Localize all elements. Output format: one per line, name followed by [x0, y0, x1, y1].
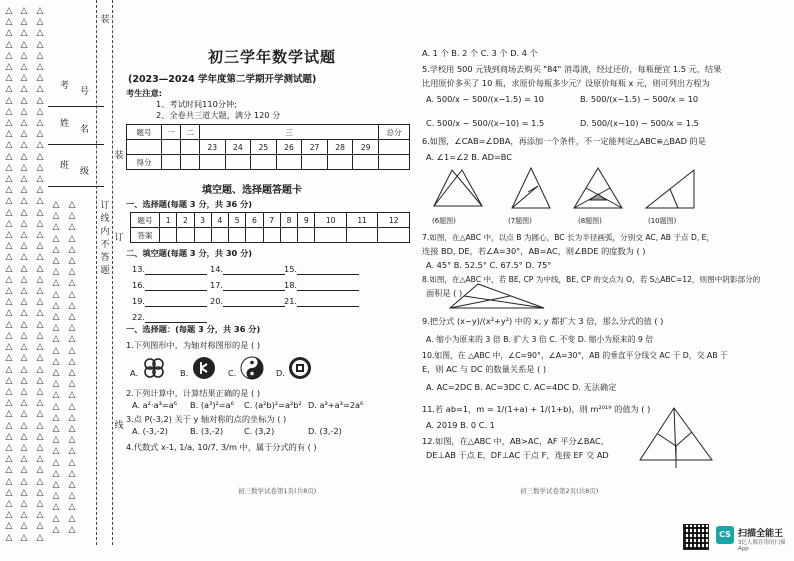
choice-number-1: 1 [160, 213, 177, 228]
q1-opt-a: A. [130, 368, 139, 378]
fill-item-16 [132, 280, 207, 291]
q5-opt-b: B. 500/(x−1.5) − 500/x = 10 [580, 94, 699, 104]
score-header-total: 总分 [379, 125, 410, 140]
score-cell[interactable] [251, 155, 277, 170]
choice-answer-cell-2[interactable] [177, 228, 194, 243]
choice-number-11: 11 [346, 213, 378, 228]
fill-item-14 [210, 264, 285, 275]
q9-opts: A. 缩小为原来的 3 倍 B. 扩大 3 倍 C. 不变 D. 缩小为原来的 9 倍 [426, 335, 654, 344]
q6-opts: A. ∠1=∠2 B. AD=BC [426, 152, 513, 162]
score-cell[interactable] [276, 155, 302, 170]
q7-text: 7.如图，在△ABC 中，以点 B 为圆心，BC 长为半径画弧，分别交 AC, AB 于点 D, E， [422, 233, 715, 242]
side-label-kao: 考 [60, 81, 70, 91]
triangle-column-1: △ △ △ △ △ △ △ △ △ △ △ △ △ △ △ △ △ △ △ △ △ △ △ △ △ △ △ △ △ △ △ △ △ △ △ △ △ △ △ △ △ △ △ △ △ △ △ △ [5, 6, 13, 543]
score-header-2: 二 [181, 125, 200, 140]
score-header-1: 一 [162, 125, 181, 140]
score-row-label: 得分 [127, 155, 162, 170]
footer-page-2: 初三数学试卷第2页(共8页) [520, 487, 599, 495]
figure-8-diagram [570, 164, 626, 212]
choice-number-4: 4 [211, 213, 228, 228]
q3-opt-d: D. (3,-2) [308, 426, 342, 436]
binding-line-1 [96, 0, 97, 545]
score-cell[interactable] [200, 155, 226, 170]
binding-zhuang-2: 装 [114, 151, 124, 161]
q1-figure-c-yinyang-icon [240, 356, 264, 380]
score-blank [162, 140, 181, 155]
fill-item-label: 21. [284, 296, 298, 306]
binding-xian: 线 [114, 421, 124, 431]
choice-number-7: 7 [263, 213, 280, 228]
triangle-column-5: △ △ △ △ △ △ △ △ △ △ △ △ △ △ △ △ △ △ △ △ △ △ △ △ △ △ △ △ △ △ [68, 200, 76, 535]
score-cell[interactable] [327, 155, 353, 170]
score-blank [181, 140, 200, 155]
fill-item-label: 15. [284, 264, 298, 274]
choice-answer-label: 答案 [131, 228, 160, 243]
side-label-xing: 姓 [60, 119, 70, 129]
figure-10-diagram [642, 164, 698, 212]
fill-item-label: 19. [132, 296, 146, 306]
q1-figure-d-coin-icon [288, 356, 312, 380]
side-label-ming: 名 [80, 125, 90, 135]
q2-text: 2.下列计算中，计算结果正确的是 ( ) [126, 388, 261, 398]
q11-text: 11.若 ab=1，m = 1/(1+a) + 1/(1+b)，则 m²⁰¹⁹ 的值为 ( ) [422, 404, 651, 414]
score-cell[interactable] [379, 155, 410, 170]
brand-subtitle: 3亿人都在用的扫描App [738, 540, 786, 552]
choice-number-2: 2 [177, 213, 194, 228]
choice-answer-cell-5[interactable] [229, 228, 246, 243]
fig7-caption: (7题图) [508, 217, 532, 225]
choice-q-title: 一、选择题：(每题 3 分，共 36 分) [126, 324, 261, 334]
fill-answer-blank[interactable] [223, 265, 285, 275]
fill-item-label: 17. [210, 280, 224, 290]
side-label-ji: 级 [80, 167, 90, 177]
q3-opt-a: A. (-3,-2) [132, 426, 168, 436]
q4-options: A. 1 个 B. 2 个 C. 3 个 D. 4 个 [422, 48, 538, 58]
q12-figure [636, 404, 716, 470]
figure-6-diagram [428, 164, 488, 212]
score-num: 28 [327, 140, 353, 155]
q8-figure [448, 282, 548, 310]
fill-section-title: 二、填空题(每题 3 分，共 30 分) [126, 248, 253, 258]
binding-zhuang: 装 [100, 15, 110, 25]
fill-item-22 [132, 312, 207, 323]
q2-opt-a: A. a²·a³=a⁶ [132, 400, 178, 410]
q3-opt-c: C. (3,2) [244, 426, 275, 436]
q12-text-2: DE⊥AB 于点 E，DF⊥AC 于点 F，连接 EF 交 AD [426, 450, 609, 460]
fill-item-19 [132, 296, 207, 307]
side-label-ban: 班 [60, 161, 70, 171]
score-num: 27 [302, 140, 328, 155]
side-label-hao: 号 [80, 87, 90, 97]
q2-opt-c: C. (a²b)²=a²b² [244, 400, 302, 410]
fill-item-13 [132, 264, 207, 275]
fill-item-label: 22. [132, 312, 146, 322]
q1-opt-b: B. [180, 368, 189, 378]
q5-opt-d: D. 500/(x−10) − 500/x = 1.5 [580, 118, 699, 128]
choice-number-5: 5 [229, 213, 246, 228]
q1-figure-a-icon [142, 356, 166, 380]
q1-figure-b-icon [192, 356, 216, 380]
choice-answer-cell-10[interactable] [315, 228, 347, 243]
q5-opt-a: A. 500/x − 500/(x−1.5) = 10 [426, 94, 544, 104]
score-header-3: 三 [200, 125, 379, 140]
score-cell[interactable] [225, 155, 251, 170]
choice-answer-cell-11[interactable] [346, 228, 378, 243]
q3-opt-b: B. (3,-2) [190, 426, 224, 436]
brand-name: 扫描全能王 [738, 529, 784, 539]
score-header-label: 题号 [127, 125, 162, 140]
score-blank [127, 140, 162, 155]
q1-text: 1.下列图形中，为轴对称图形的是 ( ) [126, 340, 261, 350]
q3-text: 3.点 P(-3,2) 关于 y 轴对称的点的坐标为 ( ) [126, 414, 287, 424]
camscanner-logo: CS [716, 526, 734, 544]
fill-answer-blank[interactable] [145, 313, 207, 323]
fill-answer-blank[interactable] [297, 297, 359, 307]
choice-answer-cell-12[interactable] [378, 228, 410, 243]
choice-header-label: 题号 [131, 213, 160, 228]
page-title: 初三学年数学试题 [208, 48, 337, 66]
choice-number-6: 6 [246, 213, 263, 228]
q2-opt-b: B. (a³)²=a⁶ [190, 400, 234, 410]
fill-item-label: 20. [210, 296, 224, 306]
fill-item-21 [284, 296, 359, 307]
q11-opts: A. 2019 B. 0 C. 1 [426, 420, 495, 430]
fill-answer-blank[interactable] [223, 297, 285, 307]
binding-line-2 [112, 0, 113, 545]
fill-answer-blank[interactable] [297, 265, 359, 275]
fill-item-15 [284, 264, 359, 275]
q4-text: 4.代数式 x-1, 1/a, 10/7, 3/m 中，属于分式的有 ( ) [126, 442, 317, 452]
q1-opt-d: D. [276, 368, 285, 378]
fill-answer-blank[interactable] [223, 281, 285, 291]
score-cell[interactable] [353, 155, 379, 170]
score-num: 24 [225, 140, 251, 155]
q8-text-2: 面积是 ( ) [426, 288, 463, 298]
score-blank [379, 140, 410, 155]
fill-answer-blank[interactable] [145, 297, 207, 307]
fig6-caption: (6题图) [432, 217, 456, 225]
fill-item-17 [210, 280, 285, 291]
score-num: 23 [200, 140, 226, 155]
choice-answer-cell-8[interactable] [280, 228, 297, 243]
q1-opt-c: C. [228, 368, 237, 378]
qr-code [683, 524, 709, 550]
choice-answer-table [130, 212, 410, 243]
fill-item-18 [284, 280, 359, 291]
note-2: 2、全卷共三道大题，满分 120 分 [156, 110, 281, 120]
choice-answer-cell-7[interactable] [263, 228, 280, 243]
fill-item-label: 16. [132, 280, 146, 290]
choice-answer-cell-4[interactable] [211, 228, 228, 243]
q10-text: 10.如图，在 △ABC 中，∠C=90°，∠A=30°，AB 的垂直平分线交 AC 于 D，交 AB 于 [422, 351, 728, 360]
binding-text: 订 线 内 不 答 题 [100, 201, 110, 276]
notes-label: 考生注意: [126, 88, 163, 98]
choice-number-12: 12 [378, 213, 410, 228]
triangle-column-4: △ △ △ △ △ △ △ △ △ △ △ △ △ △ △ △ △ △ △ △ △ △ △ △ △ △ △ △ △ △ [52, 200, 60, 535]
page-subtitle: (2023—2024 学年度第二学期开学测试题) [128, 74, 317, 85]
fill-answer-blank[interactable] [297, 281, 359, 291]
fill-item-label: 13. [132, 264, 146, 274]
choice-number-8: 8 [280, 213, 297, 228]
q5-opt-c: C. 500/x − 500/(x−10) = 1.5 [426, 118, 545, 128]
q12-text: 12.如图，在△ABC 中，AB>AC，AF 平分∠BAC， [422, 436, 609, 446]
fill-answer-blank[interactable] [145, 281, 207, 291]
choice-section-title: 一、选择题(每题 3 分，共 36 分) [126, 199, 253, 209]
score-num: 25 [251, 140, 277, 155]
choice-number-10: 10 [315, 213, 347, 228]
q10-text-2: E，则 AC 与 DC 的数量关系是 ( ) [422, 364, 547, 374]
choice-answer-cell-3[interactable] [194, 228, 211, 243]
choice-number-3: 3 [194, 213, 211, 228]
footer-page-1: 初三数学试卷第1页(共8页) [238, 487, 317, 495]
triangle-column-3: △ △ △ △ △ △ △ △ △ △ △ △ △ △ △ △ △ △ △ △ △ △ △ △ △ △ △ △ △ △ △ △ △ △ △ △ △ △ △ △ △ △ △ △ △ △ △ △ [36, 6, 44, 543]
q2-opt-d: D. a³+a³=2a⁶ [308, 400, 364, 410]
note-1: 1、考试时间110分钟; [156, 99, 237, 109]
q5-text-2: 比用原价多买了 10 瓶，求原价每瓶多少元？设原价每瓶 x 元，则可列出方程为 [422, 78, 710, 88]
choice-answer-cell-9[interactable] [298, 228, 315, 243]
q10-opts: A. AC=2DC B. AC=3DC C. AC=4DC D. 无法确定 [426, 382, 617, 392]
q7-opts: A. 45° B. 52.5° C. 67.5° D. 75° [426, 260, 552, 270]
score-table [126, 124, 410, 170]
q5-text: 5.学校用 500 元钱到商场去购买 "84" 消毒液，经过还价，每瓶便宜 1.5 元，结果 [422, 64, 722, 74]
fill-item-label: 14. [210, 264, 224, 274]
score-cell[interactable] [162, 155, 181, 170]
choice-number-9: 9 [298, 213, 315, 228]
choice-answer-cell-6[interactable] [246, 228, 263, 243]
choice-answer-cell-1[interactable] [160, 228, 177, 243]
fill-item-20 [210, 296, 285, 307]
q9-text: 9.把分式 (x−y)/(x²+y²) 中的 x, y 都扩大 3 倍，那么分式的值 ( ) [422, 316, 664, 326]
score-num: 26 [276, 140, 302, 155]
score-cell[interactable] [302, 155, 328, 170]
q6-text: 6.如图，∠CAB=∠DBA，再添加一个条件，不一定能判定△ABC≌△BAD 的是 [422, 136, 706, 146]
fill-answer-blank[interactable] [145, 265, 207, 275]
answer-card-title: 填空题、选择题答题卡 [202, 185, 302, 196]
figure-7-diagram [508, 164, 554, 212]
q8-text: 8.如图，在△ABC 中，若 BE, CP 为中线，BE, CP 的交点为 O，若 S△ABC=12，则图中阴影部分的 [422, 275, 761, 284]
score-cell[interactable] [181, 155, 200, 170]
q7-text-2: 连接 BD, DE，若∠A=30°，AB=AC，则∠BDE 的度数为 ( ) [422, 246, 646, 256]
fig8-caption: (8题图) [578, 217, 602, 225]
binding-ding: 订 [114, 233, 124, 243]
score-num: 29 [353, 140, 379, 155]
fig10-caption: (10题图) [648, 217, 677, 225]
fill-item-label: 18. [284, 280, 298, 290]
triangle-column-2: △ △ △ △ △ △ △ △ △ △ △ △ △ △ △ △ △ △ △ △ △ △ △ △ △ △ △ △ △ △ △ △ △ △ △ △ △ △ △ △ △ △ △ △ △ △ △ △ [20, 6, 28, 543]
